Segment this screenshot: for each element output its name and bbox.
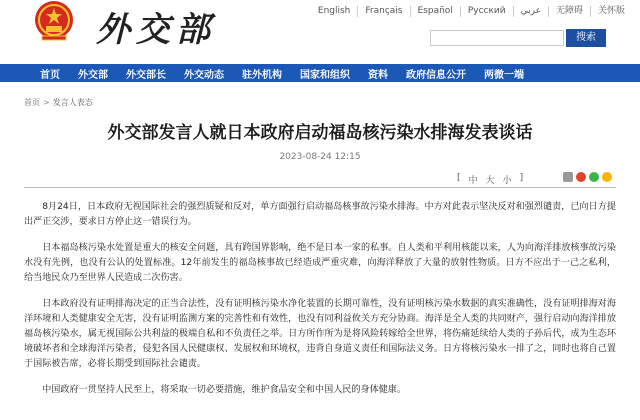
font-size-bracket-left: [ [457, 173, 461, 183]
font-size-large[interactable]: 中 [468, 176, 478, 186]
wechat-icon[interactable] [589, 172, 599, 182]
font-size-bracket-right: ] [519, 173, 524, 183]
accessibility-link[interactable]: 无障碍 [548, 6, 590, 17]
lang-arabic[interactable]: عربي [513, 6, 548, 17]
lang-russian[interactable]: Русский [460, 6, 513, 17]
article-paragraph: 中国政府一贯坚持人民至上，将采取一切必要措施，维护食品安全和中国人民的身体健康。 [42, 385, 406, 395]
article-paragraph: 日本政府没有证明排海决定的正当合法性，没有证明核污染水净化装置的长期可靠性，没有证明核污染水数据的真实准确性，没有证明排海对海洋环境和人类健康安全无害，没有证明监测方案的完善性和有效性，也没有同利益攸关方充分协商。海洋是全人类的共同财产，强行启动向海洋排放福岛核污染水，属无视国际公共利益的极端自私和不负责任之举。日方所作所为是将风险转嫁给全世界，将伤痛延续给人类的子孙后代，成为生态环境破坏者和全球海洋污染者，侵犯各国人民健康权、发展权和环境权，违背自身道义责任和国际法义务。日方将核污染水一排了之，同时也将自己置于国际被告席，必将长期受到国际社会谴责。 [24, 299, 616, 369]
lang-spanish[interactable]: Español [410, 6, 460, 17]
site-logo[interactable]: 外交部 [96, 10, 216, 50]
nav-item-countries[interactable]: 国家和组织 [300, 69, 350, 81]
language-bar [311, 6, 632, 17]
search-button[interactable]: 搜索 [566, 29, 606, 47]
main-nav [0, 64, 640, 82]
nav-item-ministry[interactable]: 外交部 [78, 69, 108, 81]
font-size-small[interactable]: 小 [502, 176, 512, 186]
nav-item-home[interactable]: 首页 [40, 69, 60, 81]
article-body [24, 200, 616, 409]
nav-item-news[interactable]: 外交动态 [184, 69, 224, 81]
weibo-icon[interactable] [576, 172, 586, 182]
lang-english[interactable]: English [317, 6, 351, 16]
print-icon[interactable] [563, 172, 573, 182]
article-paragraph: 日本福岛核污染水处置是重大的核安全问题，具有跨国界影响，绝不是日本一家的私事。自人类和平利用核能以来，人为向海洋排放核事故污染水没有先例，也没有公认的处置标准。12年前发生的福岛核事故已经造成严重灾难，向海洋释放了大量的放射性物质。日方不应出于一己之私利，给当地民众乃至世界人民造成二次伤害。 [24, 243, 616, 283]
site-header [0, 0, 640, 66]
nav-item-apps[interactable]: 两微一端 [484, 69, 524, 81]
article-date: 2023-08-24 12:15 [279, 152, 361, 162]
nav-item-minister[interactable]: 外交部长 [126, 69, 166, 81]
nav-item-missions[interactable]: 驻外机构 [242, 69, 282, 81]
article-paragraph: 8月24日，日本政府无视国际社会的强烈质疑和反对，单方面强行启动福岛核事故污染水排海。中方对此表示坚决反对和强烈谴责，已向日方提出严正交涉，要求日方停止这一错误行为。 [24, 202, 616, 227]
nav-item-gov-info[interactable]: 政府信息公开 [406, 69, 466, 81]
font-size-medium[interactable]: 大 [485, 176, 495, 186]
breadcrumb-separator: > [43, 98, 50, 107]
lang-french[interactable]: Français [357, 6, 409, 17]
care-version-link[interactable]: 关怀版 [590, 6, 632, 17]
font-size-selector [454, 173, 526, 186]
national-emblem-icon[interactable] [32, 0, 76, 44]
qzone-icon[interactable] [602, 172, 612, 182]
article-title: 外交部发言人就日本政府启动福岛核污染水排海发表谈话 [107, 123, 533, 143]
article-toolbar [24, 170, 616, 188]
search-input[interactable] [430, 30, 564, 46]
breadcrumb-current[interactable]: 发言人表态 [52, 98, 93, 107]
nav-item-resources[interactable]: 资料 [368, 69, 388, 81]
share-icons [563, 172, 612, 182]
breadcrumb [24, 97, 93, 108]
breadcrumb-home[interactable]: 首页 [24, 98, 40, 107]
